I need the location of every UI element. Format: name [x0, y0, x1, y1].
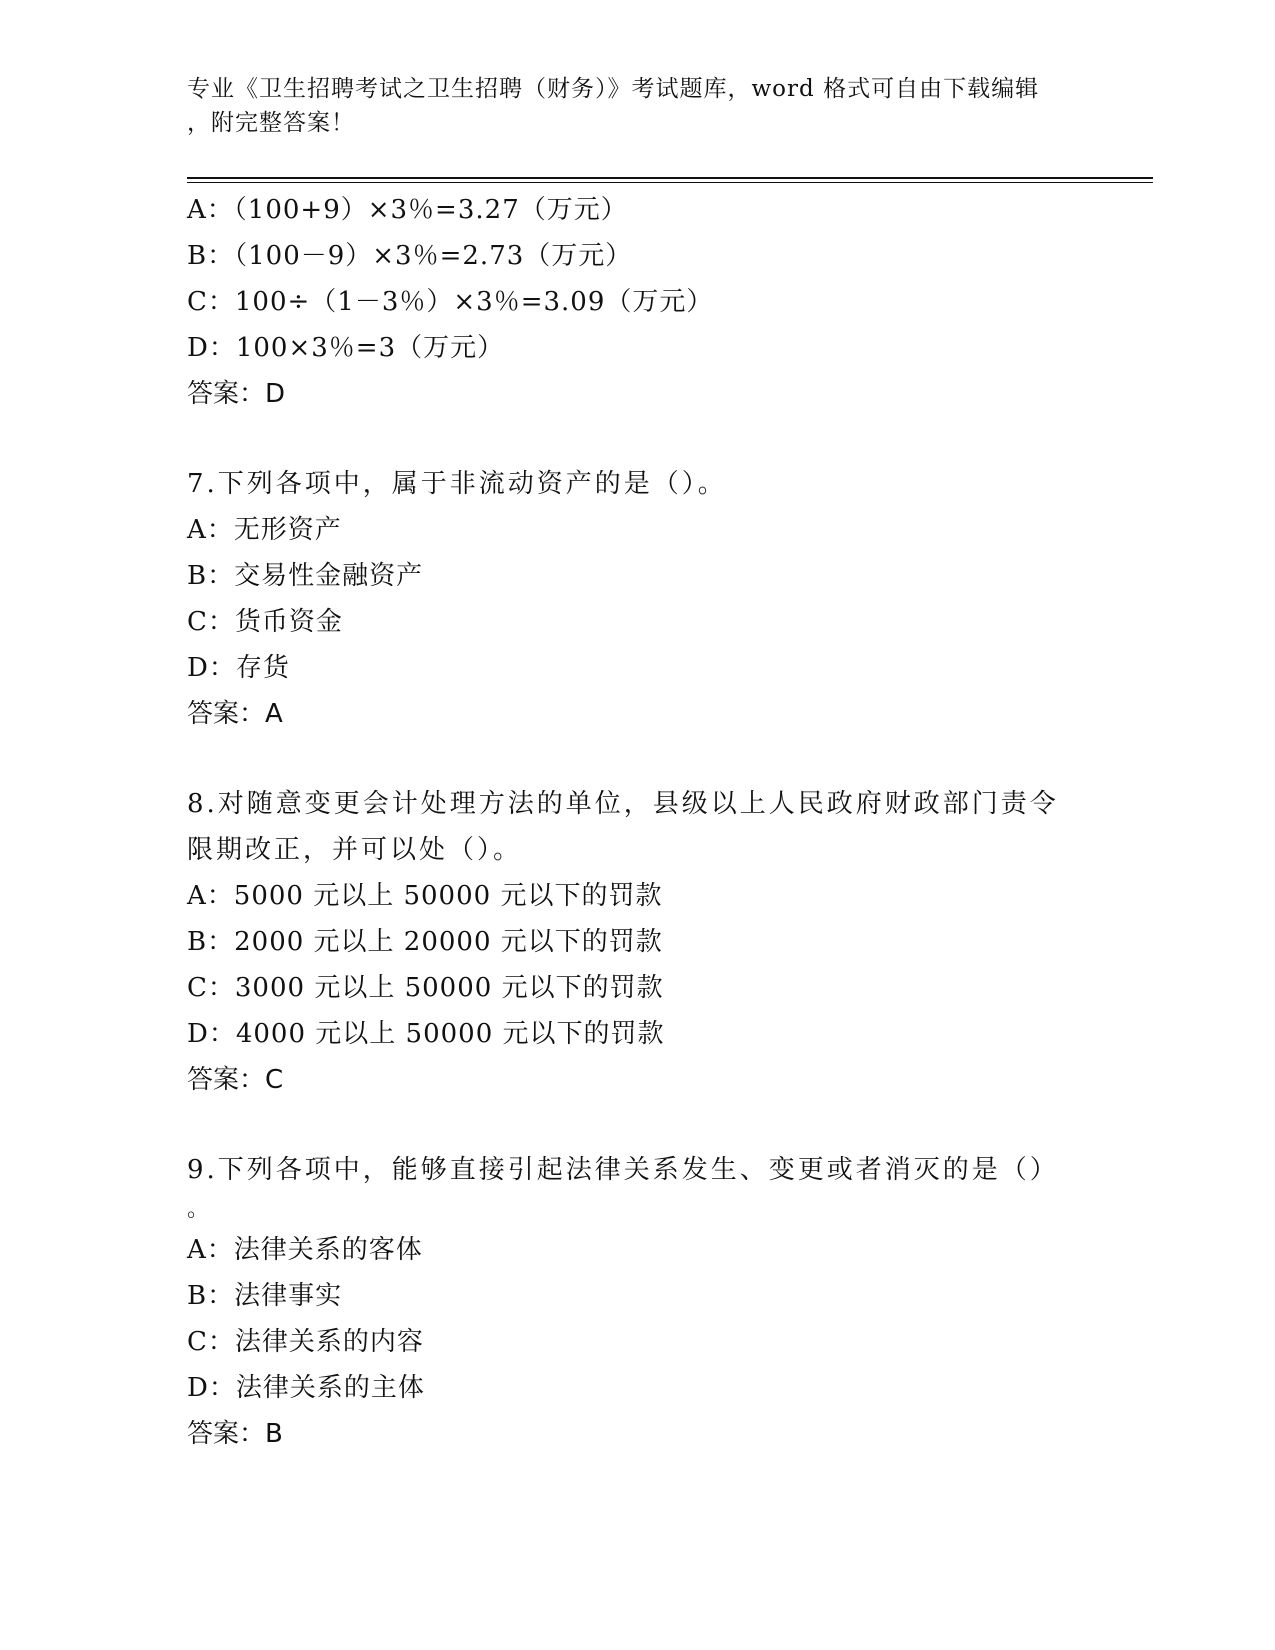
option-d: D：存货 [187, 653, 290, 683]
question-8 [187, 781, 1067, 1103]
question-7 [187, 461, 1067, 737]
document-header [187, 72, 1067, 140]
option-d: D：100×3％=3（万元） [187, 333, 505, 363]
header-title: 专业《卫生招聘考试之卫生招聘（财务）》考试题库，word 格式可自由下载编辑 [187, 76, 1040, 102]
option-a: A：（100+9）×3％=3.27（万元） [187, 195, 628, 225]
option-d: D：4000 元以上 50000 元以下的罚款 [187, 1019, 665, 1049]
header-divider [187, 177, 1153, 179]
question-stem: 9.下列各项中，能够直接引起法律关系发生、变更或者消灭的是（） [187, 1155, 1059, 1185]
option-b: B：（100－9）×3％=2.73（万元） [187, 241, 633, 271]
option-b: B：交易性金融资产 [187, 561, 424, 591]
option-b: B：法律事实 [187, 1281, 343, 1311]
question-stem-continued: 限期改正，并可以处（）。 [187, 835, 523, 865]
option-a: A：5000 元以上 50000 元以下的罚款 [187, 881, 663, 911]
option-c: C：100÷（1－3％）×3％=3.09（万元） [187, 287, 714, 317]
option-b: B：2000 元以上 20000 元以下的罚款 [187, 927, 663, 957]
question-stem-continued: 。 [187, 1197, 210, 1222]
option-c: C：3000 元以上 50000 元以下的罚款 [187, 973, 664, 1003]
spacer [187, 417, 1067, 461]
answer: 答案：C [187, 1065, 284, 1095]
option-c: C：货币资金 [187, 607, 343, 637]
question-stem: 7.下列各项中，属于非流动资产的是（）。 [187, 469, 727, 499]
answer: 答案：A [187, 699, 283, 729]
question-9 [187, 1147, 1067, 1457]
answer: 答案：B [187, 1419, 283, 1449]
header-divider-thin [187, 182, 1153, 183]
option-d: D：法律关系的主体 [187, 1373, 425, 1403]
option-a: A：无形资产 [187, 515, 342, 545]
question-list [187, 187, 1067, 1457]
question-6 [187, 187, 1067, 417]
option-a: A：法律关系的客体 [187, 1235, 423, 1265]
spacer [187, 1103, 1067, 1147]
option-c: C：法律关系的内容 [187, 1327, 424, 1357]
spacer [187, 737, 1067, 781]
header-subtitle: ，附完整答案！ [187, 110, 355, 136]
answer: 答案：D [187, 379, 286, 409]
question-stem: 8.对随意变更会计处理方法的单位，县级以上人民政府财政部门责令 [187, 789, 1059, 819]
